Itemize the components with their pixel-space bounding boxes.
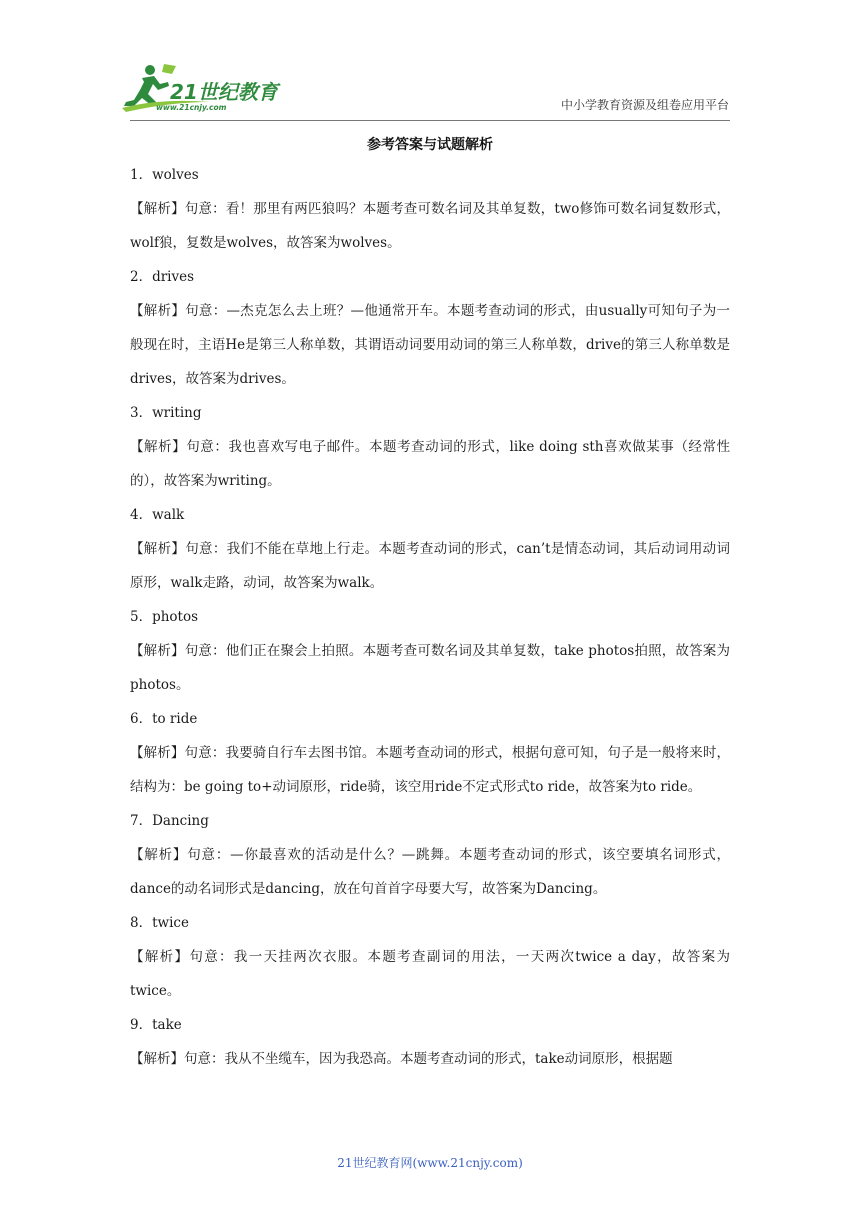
- explanation: 【解析】句意：看！那里有两匹狼吗？本题考查可数名词及其单复数，two修饰可数名词复数形式，wolf狼，复数是wolves，故答案为wolves。: [130, 201, 730, 251]
- answer-line: 2．drives: [130, 269, 195, 285]
- answer-line: 6．to ride: [130, 711, 198, 727]
- logo: [120, 62, 295, 122]
- answer-item: [130, 804, 730, 906]
- answer-line: 7．Dancing: [130, 813, 209, 829]
- answer-line: 9．take: [130, 1017, 182, 1033]
- answer-item: [130, 1008, 730, 1076]
- platform-label: 中小学教育资源及组卷应用平台: [560, 98, 729, 112]
- answer-line: 1．wolves: [130, 167, 199, 183]
- answer-line: 3．writing: [130, 405, 202, 421]
- answer-list: [130, 158, 730, 1076]
- explanation: 【解析】句意：他们正在聚会上拍照。本题考查可数名词及其单复数，take photos拍照，故答案为photos。: [130, 643, 730, 693]
- answer-line: 8．twice: [130, 915, 189, 931]
- answer-line: 5．photos: [130, 609, 199, 625]
- answer-item: [130, 600, 730, 702]
- logo-text: 21世纪教育: [170, 80, 278, 104]
- answer-item: [130, 498, 730, 600]
- explanation: 【解析】句意：—杰克怎么去上班？—他通常开车。本题考查动词的形式，由usually可知句子为一般现在时，主语He是第三人称单数，其谓语动词要用动词的第三人称单数，drive的第三人称单数是drives，故答案为drives。: [130, 303, 730, 387]
- page-title: 参考答案与试题解析: [367, 137, 493, 153]
- footer-link[interactable]: 21世纪教育网(www.21cnjy.com): [337, 1156, 523, 1170]
- answer-item: [130, 702, 730, 804]
- explanation: 【解析】句意：—你最喜欢的活动是什么？—跳舞。本题考查动词的形式，该空要填名词形式，dance的动名词形式是dancing，放在句首首字母要大写，故答案为Dancing。: [130, 847, 730, 897]
- answer-item: [130, 396, 730, 498]
- page-header: [0, 0, 860, 124]
- explanation: 【解析】句意：我也喜欢写电子邮件。本题考查动词的形式，like doing sth喜欢做某事（经常性的），故答案为writing。: [130, 439, 730, 489]
- answer-item: [130, 906, 730, 1008]
- explanation: 【解析】句意：我要骑自行车去图书馆。本题考查动词的形式，根据句意可知，句子是一般将来时，结构为：be going to+动词原形，ride骑，该空用ride不定式形式to ride，故答案为to ride。: [130, 745, 730, 795]
- explanation: 【解析】句意：我一天挂两次衣服。本题考查副词的用法，一天两次twice a day，故答案为twice。: [130, 949, 730, 999]
- answer-item: [130, 158, 730, 260]
- header-divider: [130, 120, 730, 121]
- explanation: 【解析】句意：我从不坐缆车，因为我恐高。本题考查动词的形式，take动词原形，根据题: [130, 1051, 673, 1067]
- explanation: 【解析】句意：我们不能在草地上行走。本题考查动词的形式，can’t是情态动词，其后动词用动词原形，walk走路，动词，故答案为walk。: [130, 541, 730, 591]
- answer-line: 4．walk: [130, 507, 185, 523]
- answer-item: [130, 260, 730, 396]
- logo-url: www.21cnjy.com: [156, 103, 227, 112]
